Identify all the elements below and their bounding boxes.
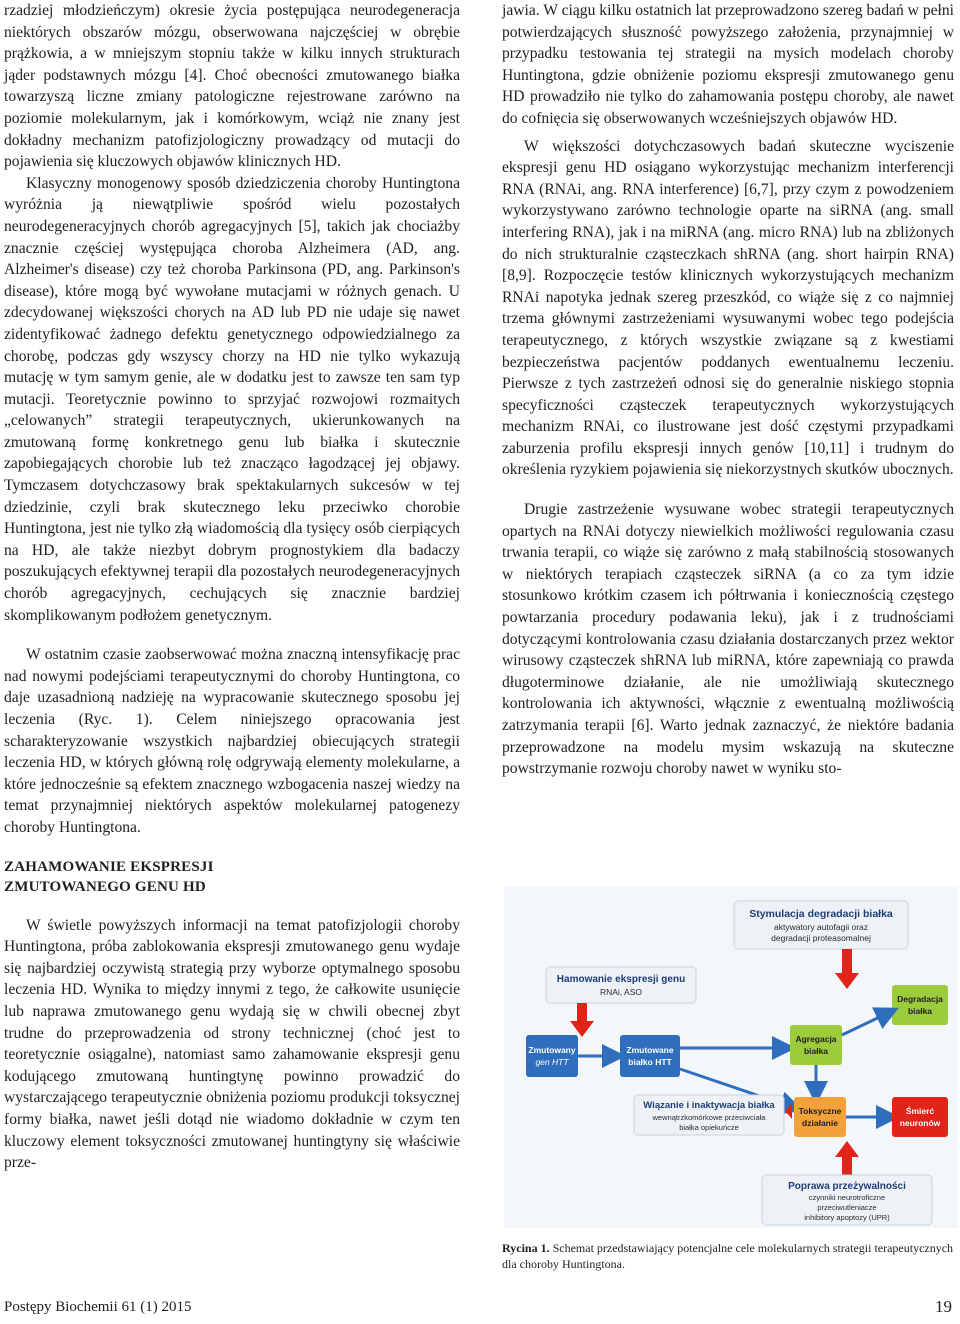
degradation-label: Degradacja	[897, 994, 943, 1004]
bottom-box-sub: inhibitory apoptozy (UPR)	[804, 1213, 890, 1222]
paragraph: rzadziej młodzieńczym) okresie życia postępująca neurodegeneracja niektórych obszarów mózgu, obserwowana najczęściej w obrębie prążkowia, a w mniejszym stopniu także w kilku innych strukturach jąder podstawnych mózgu [4]. Choć obecności zmutowanego białka towarzyszą liczne zmiany patologiczne rejestrowane zarówno na poziomie molekularnym, jak i komórkowym, wciąż nie znany jest dokładny mechanizm patofizjologiczny prowadzący od mutacji do pojawienia się kluczowych objawów klinicznych HD.	[4, 2, 460, 171]
top-box-title: Stymulacja degradacji białka	[749, 908, 893, 920]
toxic-node	[794, 1097, 846, 1137]
section-heading	[4, 857, 460, 897]
left-box	[546, 967, 696, 1003]
left-box-title: Hamowanie ekspresji genu	[556, 974, 686, 985]
death-label: neuronów	[899, 1118, 941, 1128]
paragraph: W większości dotychczasowych badań skuteczne wyciszenie ekspresji genu HD osiągano wykorzystując mechanizm interferencji RNA (RNAi, ang. RNA interference) [6,7], przy czym z powodzeniem wykorzystywano zarówno technologie oparte na siRNA (ang. small interfering RNA), jak i na miRNA (ang. micro RNA) lub na zbliżonych do nich strukturalnie cząsteczkach shRNA (ang. short hairpin RNA) [8,9]. Rozpoczęcie testów klinicznych wykorzystujących mechanizm RNAi napotyka jednak szereg przeszkód, co wiąże się z co najmniej trzema głównymi zastrzeżeniami wysuwanymi wobec tego podejścia terapeutycznego, z których wszystkie związane są z kwestiami bezpieczeństwa pacjentów poddanych ewentualnemu leczeniu. Pierwsze z tych zastrzeżeń odnosi się do generalnie niskiego stopnia specyficzności cząsteczek terapeutycznych wykorzystujących mechanizm RNAi, co ilustrowane jest dość częstymi przypadkami zaburzenia profilu ekspresji innych genów [10,11] i trudnym do określenia ryzykiem pojawienia się niekorzystnych skutków ubocznych.	[502, 137, 954, 479]
red-arrow	[842, 1155, 852, 1175]
gene-label: gen HTT	[535, 1057, 569, 1067]
figure-diagram	[502, 885, 960, 1230]
journal-footer: Postępy Biochemii 61 (1) 2015	[4, 1299, 192, 1315]
bind-box-sub: białka opiekuńcze	[679, 1123, 739, 1132]
caption-text: Schemat przedstawiający potencjalne cele molekularnych strategii terapeutycznych dla choroby Huntingtona.	[502, 1241, 954, 1271]
protein-node	[620, 1035, 680, 1077]
bottom-box-sub: przeciwutleniacze	[817, 1203, 877, 1212]
paragraph: jawia. W ciągu kilku ostatnich lat przeprowadzono szereg badań w pełni potwierdzających słuszność powyższego założenia, przynajmniej w przypadku testowania tej strategii na mysich modelach choroby Huntingtona, gdzie obniżenie poziomu ekspresji zmutowanego genu HD prowadziło nie tylko do zahamowania postępu choroby, ale nawet do cofnięcia się obserwowanych wcześniejszych objawów HD.	[502, 2, 954, 127]
protein-label: Zmutowane	[626, 1045, 674, 1055]
left-column	[4, 0, 460, 1174]
bottom-box-title: Poprawa przeżywalności	[788, 1181, 906, 1192]
protein-label: białko HTT	[628, 1057, 672, 1067]
aggregation-label: białka	[803, 1046, 829, 1056]
caption-label: Rycina 1.	[502, 1241, 550, 1255]
figure-caption	[502, 1240, 954, 1272]
bottom-box-sub: czynniki neurotroficzne	[808, 1193, 886, 1202]
gene-node	[526, 1035, 578, 1077]
aggregation-node	[790, 1025, 842, 1065]
page-number: 19	[935, 1297, 952, 1316]
gene-label: Zmutowany	[528, 1045, 576, 1055]
top-box-sub: degradacji proteasomalnej	[771, 933, 871, 943]
degradation-label: białka	[907, 1006, 933, 1016]
bind-box-title: Wiązanie i inaktywacja białka	[643, 1100, 775, 1111]
section-heading-line: ZAHAMOWANIE EKSPRESJI	[4, 858, 214, 875]
paragraph: W ostatnim czasie zaobserwować można znaczną intensyfikację prac nad nowymi podejściami terapeutycznymi do choroby Huntingtona, co daje uzasadnioną nadzieję na wypracowanie skutecznego sposobu jej leczenia (Ryc. 1). Celem niniejszego opracowania jest scharakteryzowanie wszystkich najbardziej obiecujących strategii leczenia HD, w których główną rolę odgrywają elementy molekularne, a które jednocześnie są efektem znacznego wzbogacenia naszej wiedzy na temat przynajmniej niektórych aspektów molekularnej patogenezy choroby Huntingtona.	[4, 646, 460, 836]
top-box-sub: aktywatory autofagii oraz	[773, 922, 869, 932]
left-box-sub: RNAi, ASO	[599, 987, 643, 997]
red-arrow	[842, 949, 852, 975]
paragraph: Klasyczny monogenowy sposób dziedziczenia choroby Huntingtona wyróżnia ją niewątpliwie spośród wielu pozostałych neurodegeneracyjnych chorób agregacyjnych [5], takich jak chociażby znacznie częściej występująca choroba Alzheimera (AD, ang. Alzheimer's disease) czy też choroba Parkinsona (PD, ang. Parkinson's disease), które mogą być wywołane mutacjami w różnych genach. U zdecydowanej większości chorych na AD lub PD nie udaje się nawet zidentyfikować żadnego defektu genetycznego odpowiedzialnego za chorobę, podczas gdy wszyscy chorzy na HD nie tylko wykazują mutację w tym samym genie, ale w dodatku jest to zawsze ten sam typ mutacji. Teoretycznie powinno to sprzyjać rozwojowi rozmaitych „celowanych” strategii terapeutycznych, ukierunkowanych na zmutowaną formę konkretnego genu lub białka i skutecznie zapobiegających chorobie lub też znacząco łagodzącej jej objawy. Tymczasem dotychczasowy brak spektakularnych sukcesów w tej dziedzinie, czyli brak skutecznego leku przeciwko chorobie Huntingtona, jest nie tylko złą wiadomością dla tysięcy osób cierpiących na HD, ale także niezbyt dobrym prognostykiem dla badaczy poszukujących efektywnej terapii dla pozostałych neurodegeneracyjnych chorób agregacyjnych, cechujących się znacznie bardziej skomplikowanym podłożem genetycznym.	[4, 174, 460, 624]
red-arrow	[577, 1003, 587, 1023]
bind-box-sub: wewnątrzkomórkowe przeciwciała	[652, 1113, 766, 1122]
death-label: Śmierć	[905, 1106, 935, 1116]
degradation-node	[892, 985, 948, 1025]
toxic-label: działanie	[802, 1118, 838, 1128]
paragraph: Drugie zastrzeżenie wysuwane wobec strategii terapeutycznych opartych na RNAi dotyczy niewielkich możliwości regulowania czasu trwania terapii, co wiąże się zarówno z małą stabilnością stosowanych w niektórych terapiach cząsteczek siRNA (a co za tym idzie stosunkowo krótkim czasem ich półtrwania i koniecznością częstego powtarzania procedury podawania leku), jak i z trudnościami dotyczącymi kontrolowania czasu działania dostarczanych przez wektor wirusowy cząsteczek shRNA lub miRNA, które zapewniają co prawda długoterminowe działanie, ale nie umożliwiają skutecznego kontrolowania ich aktywności, włącznie z ewentualną możliwością zatrzymania terapii [6]. Warto jednak zaznaczyć, że niektóre badania przeprowadzone na modelu mysim wskazują na skuteczne powstrzymanie rozwoju choroby nawet w wyniku sto-	[502, 501, 954, 778]
section-heading-line: ZMUTOWANEGO GENU HD	[4, 878, 206, 895]
death-node	[892, 1097, 948, 1137]
diagram-svg	[502, 885, 960, 1230]
paragraph: W świetle powyższych informacji na temat patofizjologii choroby Huntingtona, próba zablokowania ekspresji zmutowanego genu wydaje się najbardziej oczywistą strategią przy wyborze optymalnego sposobu leczenia HD. Wynika to między innymi z tego, że całkowite usunięcie lub naprawa zmutowanego genu wydają się w chwili obecnej zbyt trudne do przeprowadzenia od strony technicznej (choć jest to teoretycznie osiągalne), natomiast samo zahamowanie ekspresji genu kodującego zmutowaną huntingtynę powinno prowadzić do wystarczającego terapeutycznie obniżenia poziomu produkcji toksycznej formy białka, nawet jeśli dotąd nie wiadomo dokładnie w czym ten kluczowy element toksyczności zmutowanej huntingtyny się właściwie prze-	[4, 916, 460, 1172]
toxic-label: Toksyczne	[798, 1106, 842, 1116]
aggregation-label: Agregacja	[795, 1034, 837, 1044]
right-column	[502, 0, 954, 780]
